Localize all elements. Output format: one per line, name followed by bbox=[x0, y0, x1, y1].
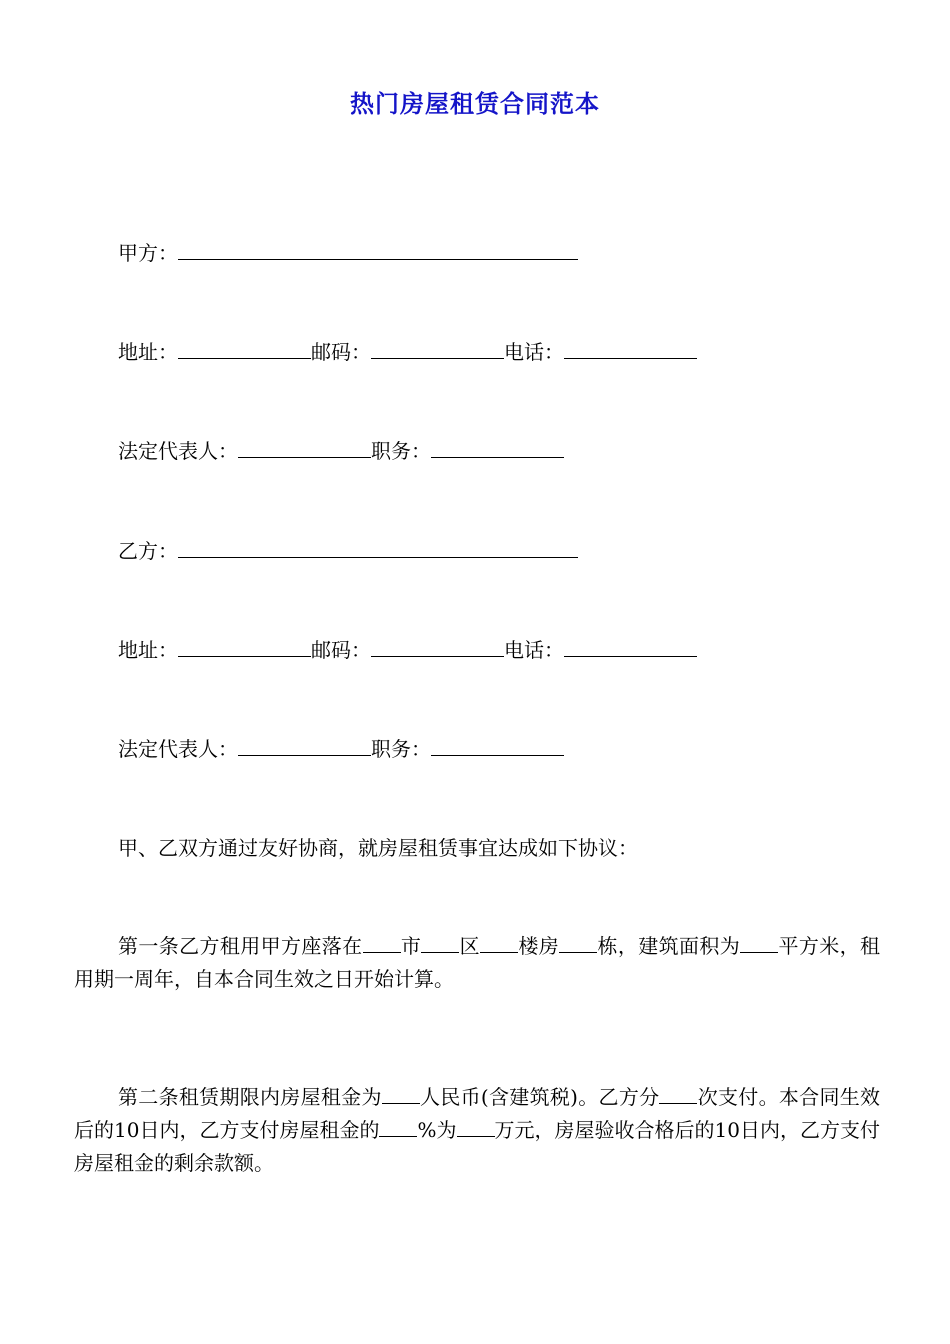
article-1-part-5: 栋，建筑面积为 bbox=[597, 934, 741, 958]
party-a-name-field[interactable] bbox=[178, 239, 578, 260]
article-2-amount-field[interactable] bbox=[457, 1116, 495, 1137]
article-1 bbox=[74, 930, 880, 996]
article-1-part-4: 楼房 bbox=[518, 934, 560, 958]
article-2-part-5: 万元，房屋验收合格后的10日内，乙方支付房屋租金的剩余款额。 bbox=[74, 1118, 880, 1175]
party-a-rep-label: 法定代表人： bbox=[118, 439, 238, 463]
party-b-phone-field[interactable] bbox=[564, 636, 697, 657]
article-2 bbox=[74, 1081, 880, 1180]
party-a-address-label: 地址： bbox=[118, 340, 178, 364]
article-1-part-2: 市 bbox=[400, 934, 422, 958]
article-2-percent-field[interactable] bbox=[379, 1116, 417, 1137]
party-b-address-field[interactable] bbox=[178, 636, 311, 657]
party-a-rep-row bbox=[118, 437, 564, 465]
article-1-part-3: 区 bbox=[459, 934, 480, 958]
party-b-address-label: 地址： bbox=[118, 638, 178, 662]
party-a-contact-row bbox=[118, 338, 697, 366]
party-a-position-field[interactable] bbox=[431, 437, 564, 458]
party-a-postcode-label: 邮码： bbox=[311, 340, 371, 364]
party-b-rep-field[interactable] bbox=[238, 735, 371, 756]
party-b-name-row bbox=[118, 537, 578, 565]
party-b-name-label: 乙方： bbox=[118, 539, 178, 563]
article-2-part-3: 次支付。本合同生效后的10日内，乙方支付房屋租金的 bbox=[74, 1085, 881, 1142]
article-1-part-6: 平方米，租用期一周年，自本合同生效之日开始计算。 bbox=[74, 934, 880, 991]
party-a-rep-field[interactable] bbox=[238, 437, 371, 458]
article-2-installments-field[interactable] bbox=[659, 1083, 697, 1104]
party-b-phone-label: 电话： bbox=[504, 638, 564, 662]
article-1-city-field[interactable] bbox=[363, 932, 401, 953]
party-a-postcode-field[interactable] bbox=[371, 338, 504, 359]
party-a-position-label: 职务： bbox=[371, 439, 431, 463]
article-2-part-4: %为 bbox=[417, 1118, 457, 1142]
party-b-name-field[interactable] bbox=[178, 537, 578, 558]
party-a-name-row bbox=[118, 239, 578, 267]
article-1-area-field[interactable] bbox=[740, 932, 778, 953]
party-b-postcode-label: 邮码： bbox=[311, 638, 371, 662]
party-a-name-label: 甲方： bbox=[118, 241, 178, 265]
party-b-postcode-field[interactable] bbox=[371, 636, 504, 657]
party-a-address-field[interactable] bbox=[178, 338, 311, 359]
article-1-block-field[interactable] bbox=[559, 932, 597, 953]
article-2-rent-field[interactable] bbox=[382, 1083, 420, 1104]
intro-text: 甲、乙双方通过友好协商，就房屋租赁事宜达成如下协议： bbox=[118, 836, 638, 860]
article-1-district-field[interactable] bbox=[421, 932, 459, 953]
party-b-position-label: 职务： bbox=[371, 737, 431, 761]
party-b-rep-row bbox=[118, 735, 564, 763]
party-a-phone-label: 电话： bbox=[504, 340, 564, 364]
document-title: 热门房屋租赁合同范本 bbox=[350, 89, 600, 118]
party-b-rep-label: 法定代表人： bbox=[118, 737, 238, 761]
party-b-contact-row bbox=[118, 636, 697, 664]
article-2-part-1: 第二条租赁期限内房屋租金为 bbox=[118, 1085, 382, 1109]
party-a-phone-field[interactable] bbox=[564, 338, 697, 359]
article-2-part-2: 人民币(含建筑税)。乙方分 bbox=[419, 1085, 660, 1109]
article-1-building-field[interactable] bbox=[480, 932, 518, 953]
article-1-part-1: 第一条乙方租用甲方座落在 bbox=[118, 934, 363, 958]
party-b-position-field[interactable] bbox=[431, 735, 564, 756]
